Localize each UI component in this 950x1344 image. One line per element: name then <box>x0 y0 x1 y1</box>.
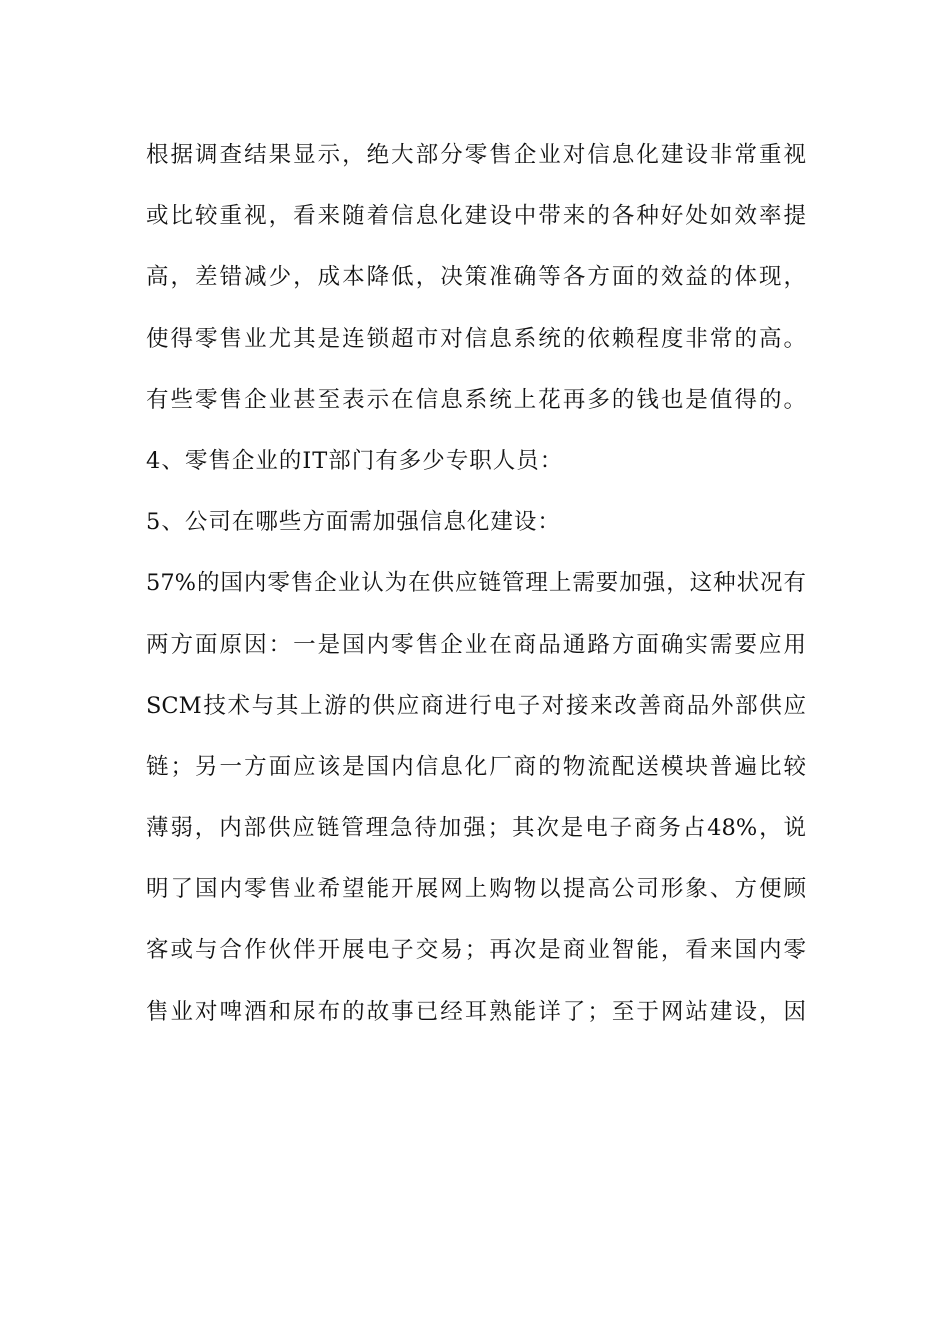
paragraph-line: 使得零售业尤其是连锁超市对信息系统的依赖程度非常的高。 <box>146 325 806 352</box>
paragraph-line: SCM技术与其上游的供应商进行电子对接来改善商品外部供应 <box>146 692 806 719</box>
paragraph-line: 有些零售企业甚至表示在信息系统上花再多的钱也是值得的。 <box>146 386 806 413</box>
paragraph-line: 薄弱，内部供应链管理急待加强；其次是电子商务占48%，说 <box>146 815 806 842</box>
paragraph-line: 根据调查结果显示，绝大部分零售企业对信息化建设非常重视 <box>146 142 806 168</box>
paragraph-line: 客或与合作伙伴开展电子交易；再次是商业智能，看来国内零 <box>146 937 806 964</box>
paragraph-line: 两方面原因：一是国内零售企业在商品通路方面确实需要应用 <box>146 631 806 658</box>
paragraph-line: 链；另一方面应该是国内信息化厂商的物流配送模块普遍比较 <box>146 753 806 780</box>
section-heading: 5、公司在哪些方面需加强信息化建设： <box>146 509 561 536</box>
paragraph-line: 售业对啤酒和尿布的故事已经耳熟能详了；至于网站建设，因 <box>146 998 806 1025</box>
document-body <box>146 133 806 1051</box>
paragraph-line: 明了国内零售业希望能开展网上购物以提高公司形象、方便顾 <box>146 876 806 903</box>
paragraph-line: 或比较重视，看来随着信息化建设中带来的各种好处如效率提 <box>146 203 806 230</box>
paragraph-line: 57%的国内零售企业认为在供应链管理上需要加强，这种状况有 <box>146 570 806 597</box>
section-heading: 4、零售企业的IT部门有多少专职人员： <box>146 447 564 474</box>
paragraph-line: 高，差错减少，成本降低，决策准确等各方面的效益的体现， <box>146 264 806 291</box>
